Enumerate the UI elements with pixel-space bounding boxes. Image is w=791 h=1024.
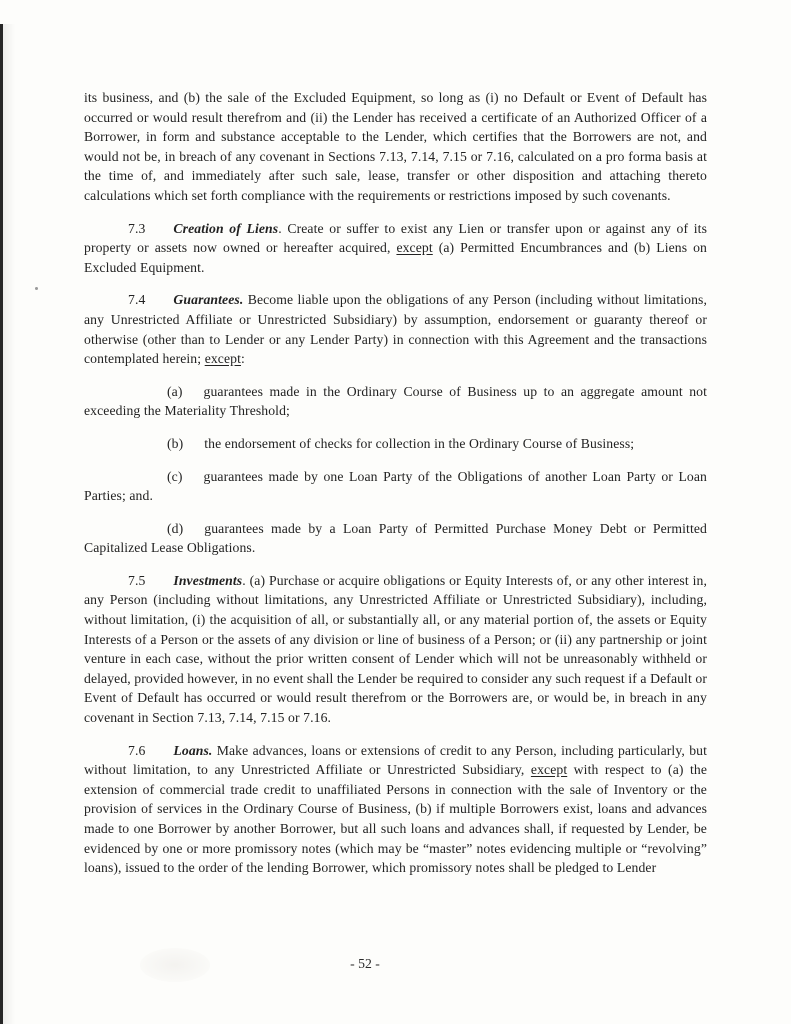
scan-edge-shadow <box>3 24 15 1024</box>
paragraph-number: (c) <box>167 468 183 484</box>
text-segment: its business, and (b) the sale of the Excluded Equipment, so long as (i) no Default or Event of Default has occurred or would result therefrom and (ii) the Lender has received a certificate of an Authorized Officer of a Borrower, in form and substance acceptable to the Lender, which certifies that the Borrowers are not, and would not be, in breach of any covenant in Sections 7.13, 7.14, 7.15 or 7.16, calculated on a pro forma basis at the time of, and immediately after such sale, lease, transfer or other disposition and attaching thereto calculations which set forth compliance with the requirements or restrictions imposed by such covenants. <box>84 90 707 203</box>
text-segment: Guarantees. <box>173 292 244 308</box>
number-gap <box>183 447 204 448</box>
text-segment: Loans. <box>173 742 213 758</box>
text-segment: guarantees made in the Ordinary Course of Business up to an aggregate amount not exceeding the Materiality Threshold; <box>84 383 707 419</box>
clause-a <box>84 382 707 421</box>
number-gap <box>183 480 204 481</box>
section-7.4 <box>84 290 707 368</box>
clause-d <box>84 519 707 558</box>
text-segment: Make advances, loans or extensions of credit to any Person, including particularly, but without limitation, to any Unrestricted Affiliate or Unrestricted Subsidiary, <box>84 742 707 778</box>
underlined-term: except <box>396 240 433 256</box>
scan-speck <box>35 287 38 290</box>
paragraph-number: 7.4 <box>128 292 146 308</box>
text-segment: . Create or suffer to exist any Lien or transfer upon or against any of its property or assets now owned or hereafter acquired, <box>84 220 708 256</box>
text-segment: Investments <box>173 572 243 588</box>
text-segment: : <box>241 351 245 367</box>
underlined-term: except <box>204 351 242 367</box>
clause-b <box>84 434 707 454</box>
number-gap <box>183 532 204 533</box>
paragraph-number: 7.3 <box>128 220 146 236</box>
section-7.6 <box>84 741 707 878</box>
text-segment: . (a) Purchase or acquire obligations or Equity Interests of, or any other interest in, any Person (including without limitations, any Unrestricted Affiliate or Unrestricted Subsidiary), including, without limitation, (i) the acquisition of all, or substantially all, or any material portion of, the assets or Equity Interests of a Person or the assets of any division or line of business of a Person; or (ii) any partnership or joint venture in each case, without the prior written consent of Lender which will not be unreasonably withheld or delayed, provided however, in no event shall the Lender be required to consider any such request if a Default or Event of Default has occurred or would result therefrom or the Borrowers are, or would be, in breach in any covenant in Section 7.13, 7.14, 7.15 or 7.16. <box>84 572 707 726</box>
paragraph-number: (a) <box>167 383 183 399</box>
number-gap <box>145 584 173 585</box>
number-gap <box>145 232 173 233</box>
paragraph-number: 7.5 <box>128 572 146 588</box>
continuation-paragraph <box>84 88 707 206</box>
text-segment: Become liable upon the obligations of any Person (including without limitations, any Unrestricted Affiliate or Unrestricted Subsidiary) by assumption, endorsement or guaranty thereof or otherwise (other than to Lender or any Lender Party) in connection with this Agreement and the transactions contemplated herein; <box>84 292 707 367</box>
number-gap <box>183 395 204 396</box>
text-segment: with respect to (a) the extension of commercial trade credit to unaffiliated Persons in connection with the sale of Inventory or the provision of services in the Ordinary Course of Business, (b) if multiple Borrowers exist, loans and advances made to one Borrower by another Borrower, but all such loans and advances shall, if requested by Lender, be evidenced by one or more promissory notes (which may be “master” notes evidencing multiple or “revolving” loans), issued to the order of the lending Borrower, which promissory notes shall be pledged to Lender <box>84 762 707 876</box>
page-body-text <box>84 88 707 891</box>
page-number: - 52 - <box>350 956 380 971</box>
text-segment: the endorsement of checks for collection in the Ordinary Course of Business; <box>204 435 635 451</box>
text-segment: Creation of Liens <box>173 220 279 236</box>
text-segment: guarantees made by a Loan Party of Permitted Purchase Money Debt or Permitted Capitalized Lease Obligations. <box>84 520 707 556</box>
section-7.5 <box>84 571 707 728</box>
section-7.3 <box>84 219 707 278</box>
paragraph-number: (b) <box>167 435 184 451</box>
paragraph-number: (d) <box>167 520 184 536</box>
number-gap <box>145 303 173 304</box>
text-segment: (a) Permitted Encumbrances and (b) Liens on Excluded Equipment. <box>84 240 708 275</box>
paragraph-number: 7.6 <box>128 742 146 758</box>
number-gap <box>145 754 173 755</box>
clause-c <box>84 467 707 506</box>
underlined-term: except <box>530 762 568 778</box>
text-segment: guarantees made by one Loan Party of the Obligations of another Loan Party or Loan Parties; and. <box>84 468 707 504</box>
